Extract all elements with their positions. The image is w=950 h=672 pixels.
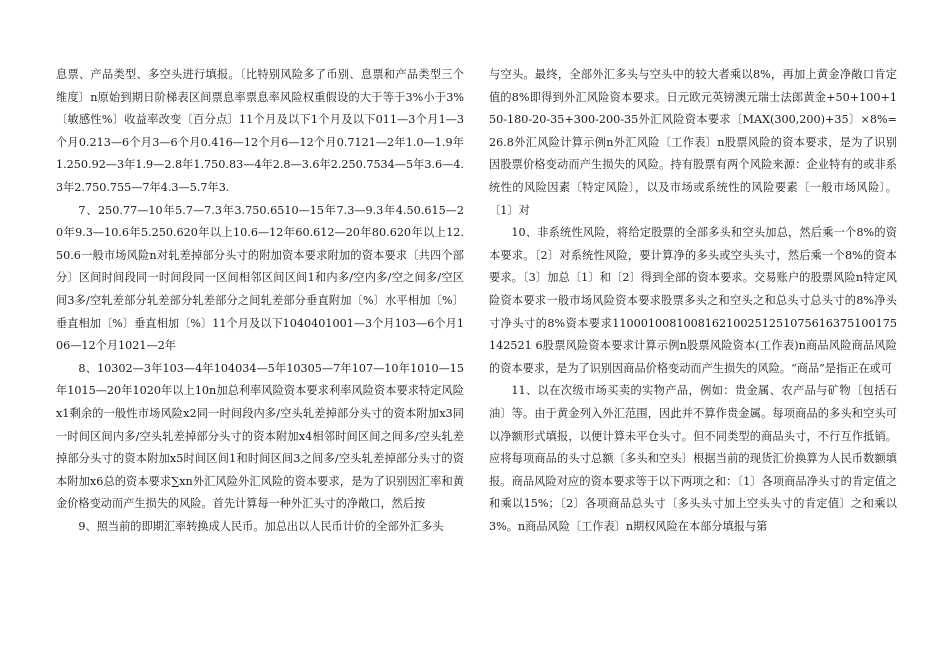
paragraph-continued: 息票、产品类型、多空头进行填报。〔比特别风险多了币别、息票和产品类型三个维度〕n原始到期日阶梯表区间票息率票息率风险权重假设的大于等于3%小于3%〔敏感性%〕收益率改变〔百分点〕11个月及以下1个月及以下011—3个月1—3个月0.213—6个月3—6个月0.416—12个月6—12个月0.7121—2年1.0—1.9年1.250.92—3年1.9—2.8年1.750.83—4年2.8—3.6年2.250.7534—5年3.6—4.3年2.750.755—7年4.3—5.7年3. bbox=[56, 68, 464, 194]
right-column bbox=[489, 64, 897, 538]
paragraph-7: 7、250.77—10年5.7—7.3年3.750.6510—15年7.3—9.3年4.50.615—20年9.3—10.6年5.250.620年以上10.6—12年60.612—20年80.620年以上12.50.6一般市场风险n对轧差掉部分头寸的附加资本要求附加的资本要求〔共四个部分〕区间时间段同一时间段同一区间相邻区间区间1和内多/空内多/空之间多/空区间3多/空轧差部分轧差部分轧差部分之间轧差部分垂直附加〔%〕水平相加〔%〕垂直相加〔%〕垂直相加〔%〕11个月及以下1040401001—3个月103—6个月106—12个月1021—2年 bbox=[56, 203, 464, 353]
paragraph-9: 9、照当前的即期汇率转换成人民币。加总出以人民币计价的全部外汇多头 bbox=[78, 519, 444, 533]
paragraph-10: 10、非系统性风险，将给定股票的全部多头和空头加总，然后乘一个8%的资本要求。〔2〕对系统性风险，要计算净的多头或空头头寸，然后乘一个8%的资本要求。〔3〕加总〔1〕和〔2〕得到全部的资本要求。交易账户的股票风险n特定风险资本要求一般市场风险资本要求股票多头之和空头之和总头寸总头寸的8%净头寸净头寸的8%资本要求1100010081008162100251251075616375100175142521 6股票风险资本要求计算示例n股票风险资本(工作表)n商品风险商品风险的资本要求，是为了识别因商品价格变动而产生损失的风险。“商品”是指正在或可 bbox=[489, 226, 897, 375]
paragraph-continued-right: 与空头。最终，全部外汇多头与空头中的较大者乘以8%，再加上黄金净敞口肯定值的8%即得到外汇风险资本要求。日元欧元英镑澳元瑞士法郎黄金+50+100+150-180-20-35+300-200-35外汇风险资本要求〔MAX(300,200)+35〕×8%=26.8外汇风险计算示例n外汇风险〔工作表〕n股票风险的资本要求，是为了识别因股票价格变动而产生损失的风险。持有股票有两个风险来源：企业特有的或非系统性的风险因素〔特定风险〕，以及市场或系统性的风险要素〔一般市场风险〕。〔1〕对 bbox=[489, 68, 897, 217]
paragraph-11: 11、以在次级市场买卖的实物产品，例如：贵金属、农产品与矿物〔包括石油〕等。由于黄金列入外汇范围，因此并不算作贵金属。每项商品的多头和空头可以净额形式填报，以便计算未平仓头寸。但不同类型的商品头寸，不行互作抵销。应将每项商品的头寸总额〔多头和空头〕根据当前的现货汇价换算为人民币数额填报。商品风险对应的资本要求等于以下两项之和：〔1〕各项商品净头寸的肯定值之和乘以15%；〔2〕各项商品总头寸〔多头头寸加上空头头寸的肯定值〕之和乘以3%。n商品风险〔工作表〕n期权风险在本部分填报与第 bbox=[489, 384, 897, 533]
paragraph-8: 8、10302—3年103—4年104034—5年10305—7年107—10年1010—15年1015—20年1020年以上10n加总利率风险资本要求利率风险资本要求特定风险x1剩余的一般性市场风险x2同一时间段内多/空头轧差掉部分头寸的资本附加x3同一时间区间内多/空头轧差掉部分头寸的资本附加x4相邻时间区间之间多/空头轧差掉部分头寸的资本附加x5时间区间1和时间区间3之间多/空头轧差掉部分头寸的资本附加x6总的资本要求∑xn外汇风险外汇风险的资本要求，是为了识别因汇率和黄金价格变动而产生损失的风险。首先计算每一种外汇头寸的净敞口，然后按 bbox=[56, 361, 464, 511]
left-column bbox=[56, 64, 464, 538]
